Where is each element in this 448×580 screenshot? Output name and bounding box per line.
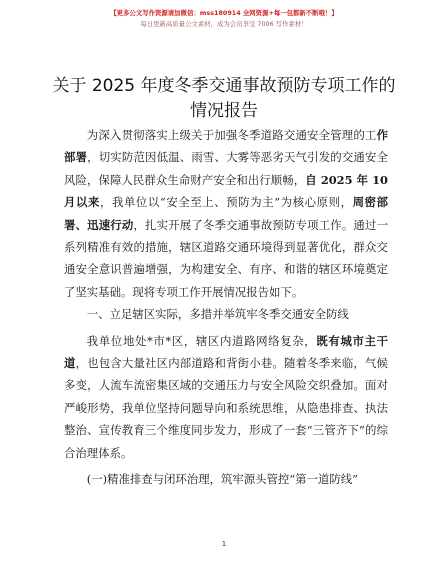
section-1-paragraph (64, 330, 388, 464)
intro-bold-1: 作部署 (64, 128, 388, 165)
intro-text-1: 为深入贯彻落实上级关于加强冬季道路交通安全管理的工 (86, 128, 377, 142)
promo-banner (0, 8, 448, 30)
intro-text-4: ，扎实开展了冬季交通事故预防专项工作。通过一系列精准有效的措施，辖区道路交通环境得到显著优化，群众交通安全意识普遍增强，为构建安全、有序、和谐的辖区环境奠定了坚实基础。现将专项工作开展情况报告如下。 (64, 217, 388, 299)
intro-text-2: ，切实防范因低温、雨雪、大雾等恶劣天气引发的交通安全风险，保障人民群众生命财产安全和出行顺畅， (64, 150, 388, 187)
intro-bold-2: 自 2025 年 10 月以来 (64, 172, 388, 210)
section-1-bold-1: 既有城市主干道 (64, 333, 388, 371)
promo-banner-line2: 每日更新高质量公文素材，成为会员享受 7006 写作素材！ (140, 20, 308, 28)
intro-paragraph (64, 124, 388, 303)
section-1-heading: 一、立足辖区实际，多措并举筑牢冬季交通安全防线 (86, 307, 349, 322)
subsection-1-heading: (一)精准排查与闭环治理，筑牢源头管控“第一道防线” (86, 472, 358, 487)
intro-bold-3: 周密部署、迅速行动 (64, 195, 388, 232)
promo-banner-line1: 【更多公文写作资源请加微信：mss180914 全网资源+每一包都新不断哦！】 (110, 9, 338, 17)
page-number: 1 (221, 540, 227, 548)
document-body (64, 124, 388, 491)
section-1-text-2: ，也包含大量社区内部道路和背街小巷。随着冬季来临，气候多变，人流车流密集区域的交通压力与安全风险交织叠加。面对严峻形势，我单位坚持问题导向和系统思维，从隐患排查、执法整治、宣传教育三个维度同步发力，形成了一套“三管齐下”的综合治理体系。 (64, 356, 388, 460)
section-1-text-1: 我单位地处*市*区，辖区内道路网络复杂， (86, 333, 317, 348)
document-title: 关于 2025 年度冬季交通事故预防专项工作的情况报告 (52, 76, 396, 121)
intro-text-3: ，我单位以“安全至上、预防为主”为核心原则， (99, 195, 353, 210)
